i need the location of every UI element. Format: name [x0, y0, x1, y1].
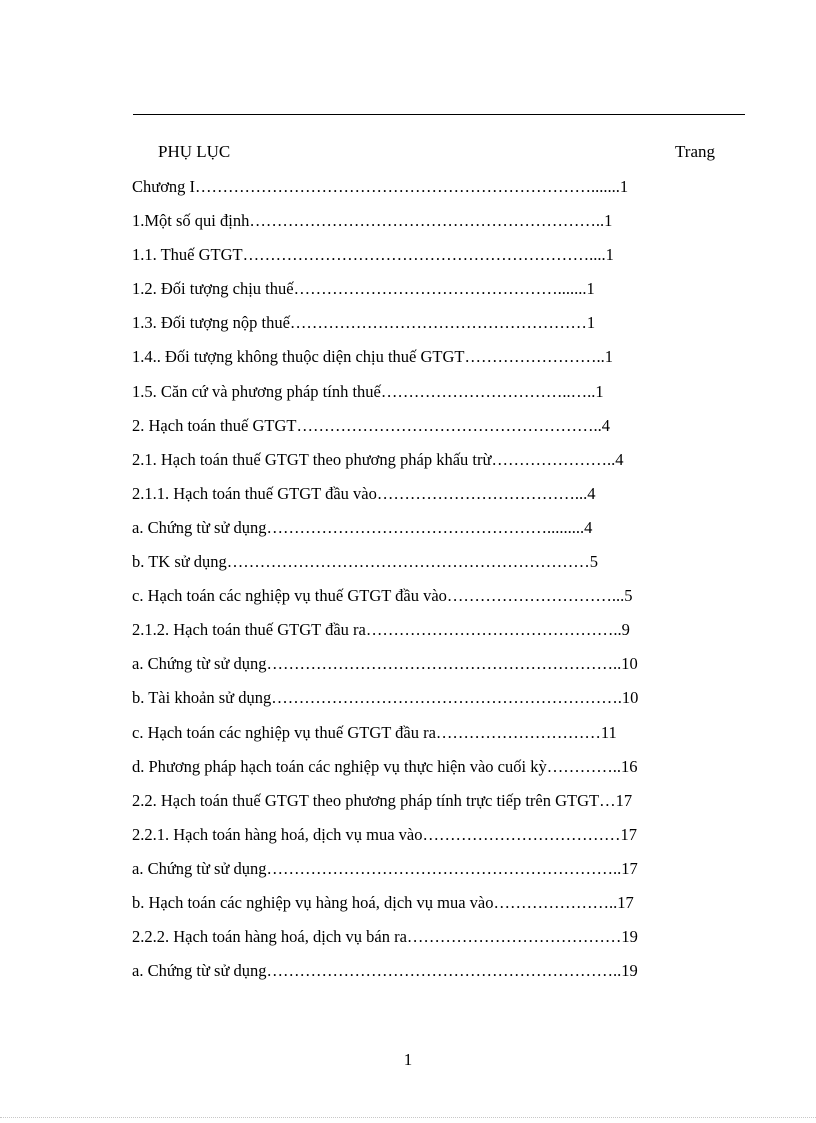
toc-entry: 2.2.2. Hạch toán hàng hoá, dịch vụ bán ra…………………………………19 — [132, 927, 638, 947]
toc-entry: a. Chứng từ sử dụng…………………………………………….........4 — [132, 517, 593, 537]
toc-entry: a. Chứng từ sử dụng………………………………………………………..17 — [132, 858, 638, 878]
page-number: 1 — [403, 1050, 413, 1069]
toc-entry: 1.Một số qui định………………………………………………………..1 — [132, 211, 613, 231]
toc-entry: 2.1.2. Hạch toán thuế GTGT đầu ra………………………………………..9 — [132, 620, 630, 640]
toc-entry: 2.1. Hạch toán thuế GTGT theo phương pháp khấu trừ…………………..4 — [132, 449, 624, 469]
toc-entry: 1.4.. Đối tượng không thuộc diện chịu thuế GTGT……………………..1 — [132, 347, 613, 367]
toc-entry: 1.2. Đối tượng chịu thuế………………………………………….......1 — [132, 279, 595, 299]
toc-header — [133, 142, 715, 166]
toc-entry: 2.1.1. Hạch toán thuế GTGT đầu vào………………………………...4 — [132, 483, 596, 503]
toc-entry: b. Tài khoản sử dụng……………………………………………………….10 — [132, 688, 639, 708]
toc-entry: 2. Hạch toán thuế GTGT………………………………………………..4 — [132, 415, 610, 435]
toc-entry: c. Hạch toán các nghiệp vụ thuế GTGT đầu vào…………………………...5 — [132, 586, 633, 606]
toc-entry: 2.2.1. Hạch toán hàng hoá, dịch vụ mua vào………………………………17 — [132, 824, 638, 844]
toc-entry: a. Chứng từ sử dụng………………………………………………………..10 — [132, 654, 638, 674]
toc-entry: 1.3. Đối tượng nộp thuế………………………………………………1 — [132, 313, 596, 333]
bottom-dotted-border — [0, 1117, 816, 1118]
toc-entry: 2.2. Hạch toán thuế GTGT theo phương pháp tính trực tiếp trên GTGT…17 — [132, 790, 633, 810]
toc-entry: b. TK sử dụng…………………………………………………………5 — [132, 552, 599, 572]
toc-heading: PHỤ LỤC — [158, 142, 231, 161]
toc-entry: b. Hạch toán các nghiệp vụ hàng hoá, dịch vụ mua vào…………………..17 — [132, 892, 634, 912]
toc-entry: Chương I……………………………………………………………….......1 — [132, 177, 629, 196]
toc-entry: c. Hạch toán các nghiệp vụ thuế GTGT đầu ra…………………………11 — [132, 722, 617, 742]
toc-list — [132, 174, 638, 992]
toc-entry: 1.1. Thuế GTGT………………………………………………………....1 — [132, 245, 614, 265]
toc-entry: d. Phương pháp hạch toán các nghiệp vụ thực hiện vào cuối kỳ…………..16 — [132, 756, 638, 776]
toc-page-column-label: Trang — [675, 142, 715, 161]
toc-entry: 1.5. Căn cứ và phương pháp tính thuế……………………………..…..1 — [132, 381, 604, 401]
toc-entry: a. Chứng từ sử dụng………………………………………………………..19 — [132, 961, 638, 981]
header-rule — [133, 114, 745, 115]
